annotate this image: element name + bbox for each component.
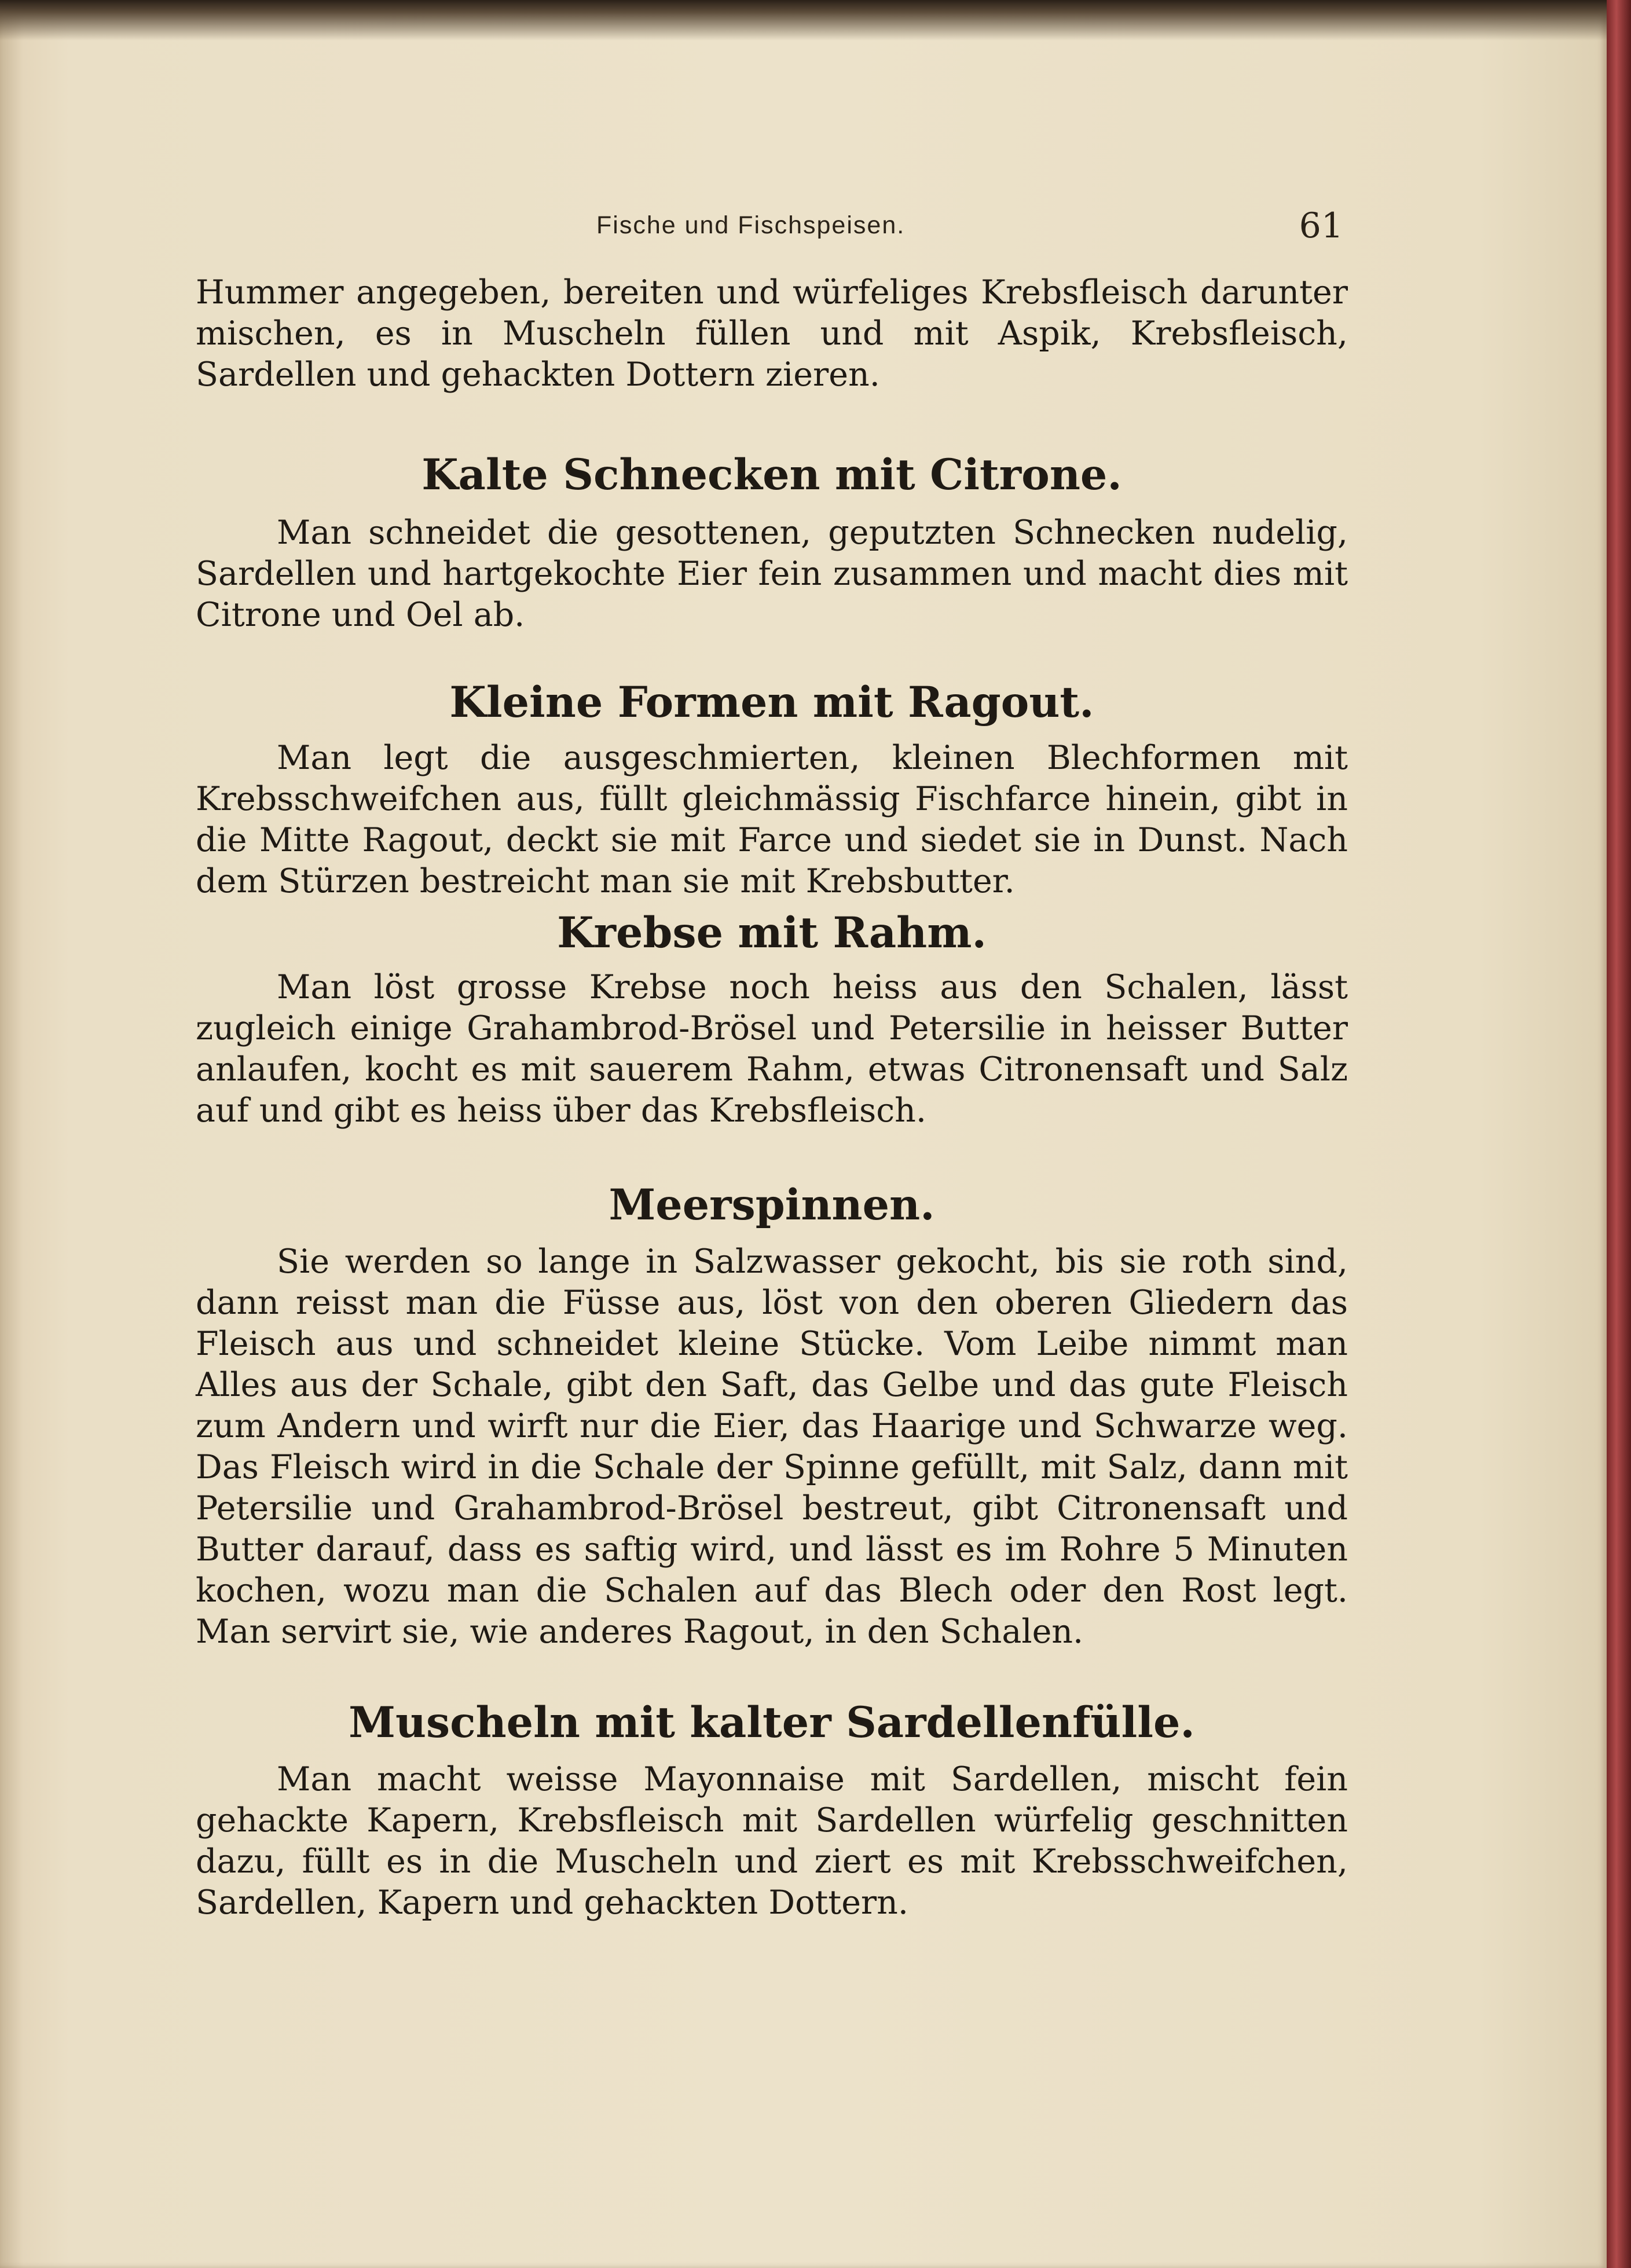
- book-edge: [1607, 0, 1631, 2268]
- page-number: 61: [1299, 206, 1343, 246]
- recipe-text-kalte-schnecken: Man schneidet die gesottenen, geputzten Schnecken nudelig, Sardellen und hartgekochte Eier fein zusammen und macht dies mit Citrone und Oel ab.: [196, 514, 1348, 634]
- recipe-title-kalte-schnecken: Kalte Schnecken mit Citrone.: [422, 450, 1122, 500]
- recipe-title-muscheln: Muscheln mit kalter Sardellenfülle.: [349, 1698, 1195, 1747]
- recipe-title-kleine-formen: Kleine Formen mit Ragout.: [449, 677, 1094, 727]
- recipe-text-kleine-formen: Man legt die ausgeschmierten, kleinen Blechformen mit Krebsschweifchen aus, füllt gleichmässig Fischfarce hinein, gibt in die Mitte Ragout, deckt sie mit Farce und siedet sie in Dunst. Nach dem Stürzen bestreicht man sie mit Krebsbutter.: [196, 739, 1348, 900]
- recipe-text-meerspinnen: Sie werden so lange in Salzwasser gekocht, bis sie roth sind, dann reisst man die Füsse aus, löst von den oberen Gliedern das Fleisch aus und schneidet kleine Stücke. Vom Leibe nimmt man Alles aus der Schale, gibt den Saft, das Gelbe und das gute Fleisch zum Andern und wirft nur die Eier, das Haarige und Schwarze weg. Das Fleisch wird in die Schale der Spinne gefüllt, mit Salz, dann mit Petersilie und Grahambrod-Brösel bestreut, gibt Citronensaft und Butter darauf, dass es saftig wird, und lässt es im Rohre 5 Minuten kochen, wozu man die Schalen auf das Blech oder den Rost legt. Man servirt sie, wie anderes Ragout, in den Schalen.: [196, 1243, 1348, 1651]
- recipe-text-krebse-mit-rahm: Man löst grosse Krebse noch heiss aus den Schalen, lässt zugleich einige Grahambrod-Brösel und Petersilie in heisser Butter anlaufen, kocht es mit sauerem Rahm, etwas Citronensaft und Salz auf und gibt es heiss über das Krebsfleisch.: [196, 968, 1348, 1130]
- page-top-shadow: [0, 0, 1607, 41]
- recipe-text-muscheln: Man macht weisse Mayonnaise mit Sardellen, mischt fein gehackte Kapern, Krebsfleisch mit Sardellen würfelig geschnitten dazu, füllt es in die Muscheln und ziert es mit Krebsschweifchen, Sardellen, Kapern und gehackten Dottern.: [196, 1760, 1348, 1922]
- intro-paragraph: Hummer angegeben, bereiten und würfeliges Krebsfleisch darunter mischen, es in Muscheln füllen und mit Aspik, Krebsfleisch, Sardellen und gehackten Dottern zieren.: [196, 273, 1348, 394]
- recipe-title-krebse-mit-rahm: Krebse mit Rahm.: [557, 908, 987, 958]
- recipe-title-meerspinnen: Meerspinnen.: [609, 1180, 935, 1230]
- running-title: Fische und Fischspeisen.: [596, 211, 906, 239]
- page-content: [196, 272, 1348, 1923]
- page-header: [197, 206, 1349, 252]
